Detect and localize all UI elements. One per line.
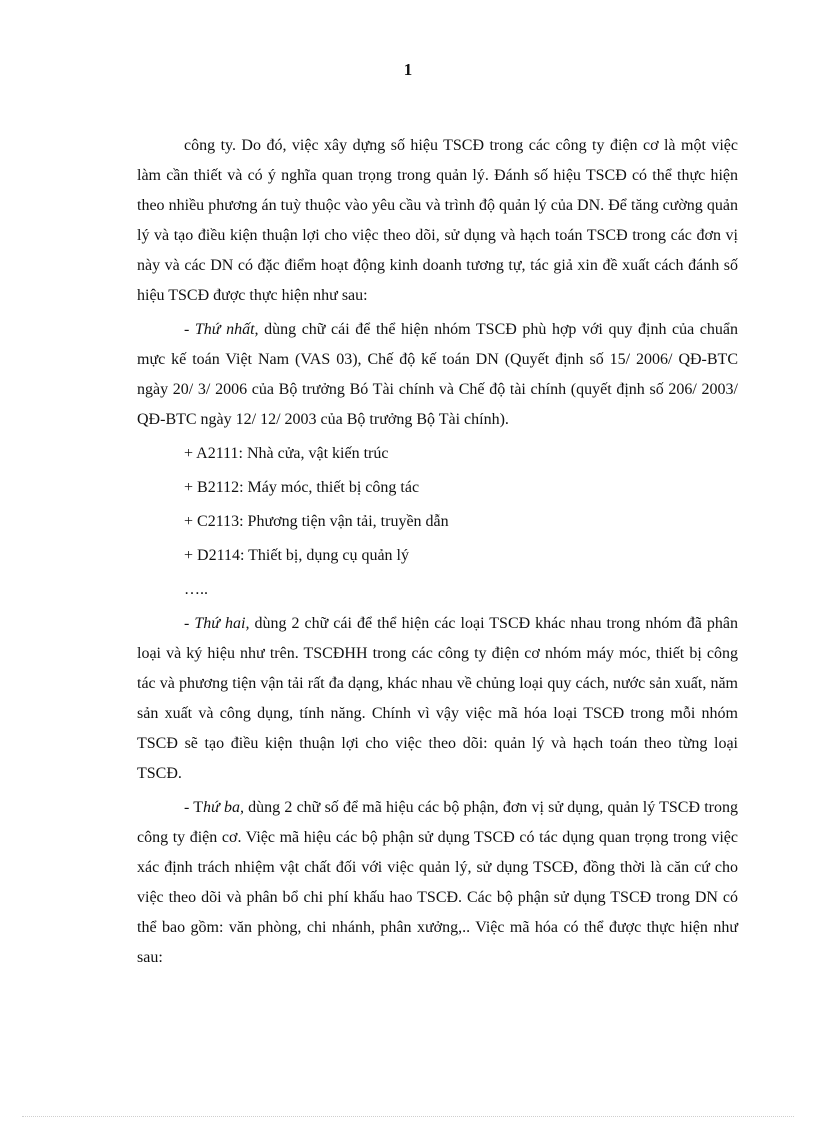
list-item: + D2114: Thiết bị, dụng cụ quản lý — [184, 547, 409, 564]
first-point-lead: Thứ nhất, — [194, 321, 259, 338]
second-point-paragraph — [137, 609, 738, 789]
third-point-prefix: - T — [184, 799, 204, 816]
third-point-paragraph — [137, 793, 738, 973]
third-point-body: dùng 2 chữ số để mã hiệu các bộ phận, đơn vị sử dụng, quản lý TSCĐ trong công ty điện cơ. Việc mã hiệu các bộ phận sử dụng TSCĐ có tác dụng quan trọng trong việc xác định trách nhiệm vật chất đối với việc quản lý, sử dụng TSCĐ, đồng thời là căn cứ cho việc theo dõi và phân bổ chi phí khấu hao TSCĐ. Các bộ phận sử dụng TSCĐ trong DN có thể bao gồm: văn phòng, chi nhánh, phân xưởng,.. Việc mã hóa có thể được thực hiện như sau: — [137, 799, 739, 966]
third-point-lead: hứ ba, — [203, 799, 244, 816]
page-number: 1 — [403, 60, 413, 79]
list-item: + B2112: Máy móc, thiết bị công tác — [184, 479, 420, 496]
list-ellipsis: ….. — [184, 581, 208, 598]
first-point-body: dùng chữ cái để thể hiện nhóm TSCĐ phù hợp với quy định của chuẩn mực kế toán Việt Nam (VAS 03), Chế độ kế toán DN (Quyết định số 15/ 2006/ QĐ-BTC ngày 20/ 3/ 2006 của Bộ trưởng Bó Tài chính và Chế độ tài chính (quyết định số 206/ 2003/ QĐ-BTC ngày 12/ 12/ 2003 của Bộ trưởng Bộ Tài chính). — [137, 321, 739, 428]
intro-paragraph: công ty. Do đó, việc xây dựng số hiệu TSCĐ trong các công ty điện cơ là một việc làm cần thiết và có ý nghĩa quan trọng trong quản lý. Đánh số hiệu TSCĐ có thể thực hiện theo nhiều phương án tuỳ thuộc vào yêu cầu và trình độ quản lý của DN. Để tăng cường quản lý và tạo điều kiện thuận lợi cho việc theo dõi, sử dụng và hạch toán TSCĐ trong các đơn vị này và các DN có đặc điểm hoạt động kinh doanh tương tự, tác giả xin đề xuất cách đánh số hiệu TSCĐ được thực hiện như sau: — [137, 137, 738, 304]
list-item: + C2113: Phương tiện vận tải, truyền dẫn — [184, 513, 449, 530]
first-point-paragraph — [137, 315, 738, 435]
second-point-body: dùng 2 chữ cái để thể hiện các loại TSCĐ khác nhau trong nhóm đã phân loại và ký hiệu như trên. TSCĐHH trong các công ty điện cơ nhóm máy móc, thiết bị công tác và phương tiện vận tải rất đa dạng, khác nhau về chủng loại quy cách, nước sản xuất, năm sản xuất và công dụng, tính năng. Chính vì vậy việc mã hóa loại TSCĐ trong mỗi nhóm TSCĐ sẽ tạo điều kiện thuận lợi cho việc theo dõi: quản lý và hạch toán theo từng loại TSCĐ. — [137, 615, 739, 782]
second-point-prefix: - — [184, 615, 195, 632]
second-point-lead: Thứ hai, — [194, 615, 250, 632]
list-item: + A2111: Nhà cửa, vật kiến trúc — [184, 445, 389, 462]
first-point-prefix: - — [184, 321, 195, 338]
page-bottom-rule — [22, 1116, 794, 1117]
document-body — [137, 131, 738, 977]
